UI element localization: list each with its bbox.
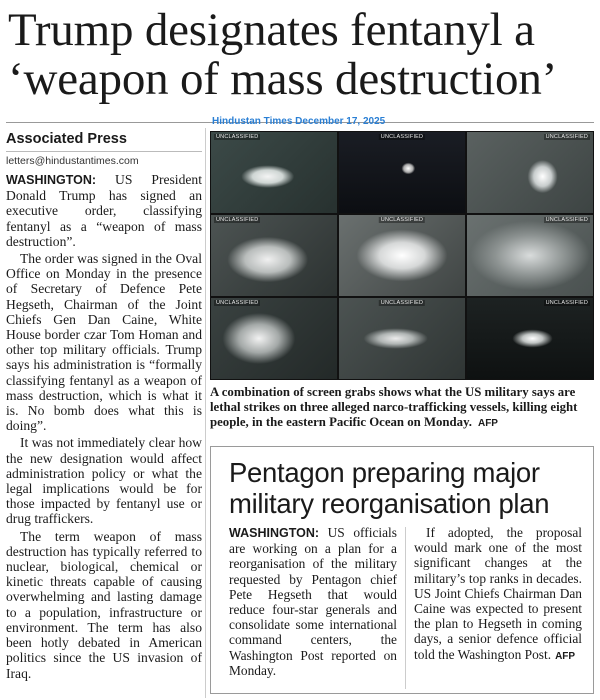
frame-label: UNCLASSIFIED: [380, 217, 424, 223]
photo-frame: [211, 298, 337, 379]
frame-label: UNCLASSIFIED: [216, 300, 259, 306]
frame-label: UNCLASSIFIED: [380, 300, 424, 306]
frame-label: UNCLASSIFIED: [545, 134, 588, 140]
byline: Associated Press: [6, 131, 127, 147]
sidebar-paragraph-1: [229, 525, 397, 678]
photo-frame: [467, 215, 593, 296]
story-paragraph-1: [6, 172, 202, 249]
photo-frame: [339, 298, 465, 379]
sidebar-text-2: If adopted, the proposal would mark one of the most significant changes at the military’s top ranks in decades. US Joint Chiefs Chairman Dan Caine was expected to present the plan to Hegseth in coming days, a senior defence official told the Washington Post.: [414, 525, 582, 662]
caption-text: A combination of screen grabs shows what the US military says are lethal strikes on three alleged narco-trafficking vessels, killing eight people, in the eastern Pacific Ocean on Monday.: [210, 385, 578, 429]
column-divider: [205, 128, 206, 698]
sidebar-dateline: WASHINGTON:: [229, 526, 320, 540]
story-paragraph-4: The term weapon of mass destruction has typically referred to nuclear, biological, chemical or kinetic threats capable of causing overwhelming and lasting damage to a population, infrastructure or environment. The term has also been hotly debated in American politics since the US invasion of Iraq.: [6, 528, 202, 681]
sidebar-column-2: [414, 525, 582, 664]
sidebar-story-box: [210, 446, 594, 694]
photo-grid: [210, 131, 594, 380]
headline: Trump designates fentanyl a ‘weapon of mass destruction’: [8, 4, 558, 105]
sidebar-column-1: [229, 525, 397, 678]
byline-rule: [6, 151, 202, 152]
frame-label: UNCLASSIFIED: [216, 217, 259, 223]
sidebar-headline: Pentagon preparing major military reorganisation plan: [229, 457, 550, 519]
dateline: WASHINGTON:: [6, 173, 97, 187]
photo-caption: [210, 385, 594, 431]
main-story: [6, 172, 202, 683]
photo-frame: [467, 132, 593, 213]
frame-label: UNCLASSIFIED: [545, 300, 588, 306]
story-paragraph-2: The order was signed in the Oval Office on Monday in the presence of Secretary of Defence Pete Hegseth, Chairman of the Joint Chiefs Gen Dan Caine, White House border czar Tom Homan and other top military officials. Trump says his administration is “formally classifying fentanyl as a weapon of mass destruction, which is what it is. No bomb does what this is doing”.: [6, 251, 202, 434]
sidebar-text-1: US officials are working on a plan for a reorganisation of the military requested by Pentagon chief Pete Hegseth that would reduce four-star generals and consolidate some international command centers, the Washington Post reported on Monday.: [229, 525, 397, 678]
sidebar-credit: AFP: [555, 650, 576, 662]
photo-credit: AFP: [477, 418, 498, 429]
contact-email[interactable]: letters@hindustantimes.com: [6, 155, 139, 167]
photo-frame: [339, 132, 465, 213]
sidebar-column-divider: [405, 527, 406, 689]
photo-frame: [467, 298, 593, 379]
photo-frame: [211, 215, 337, 296]
frame-label: UNCLASSIFIED: [216, 134, 259, 140]
frame-label: UNCLASSIFIED: [380, 134, 424, 140]
story-paragraph-3: It was not immediately clear how the new designation would affect administration policy or what the legal implications would be for those impacted by fentanyl use or drug traffickers.: [6, 435, 202, 527]
publication-stamp: Hindustan Times December 17, 2025: [212, 116, 386, 127]
photo-frame: [211, 132, 337, 213]
story-text: US President Donald Trump has signed an executive order, classifying fentanyl as a “weapon of mass destruction”.: [6, 172, 202, 249]
frame-label: UNCLASSIFIED: [545, 217, 588, 223]
sidebar-paragraph-2: [414, 525, 582, 664]
photo-frame: [339, 215, 465, 296]
